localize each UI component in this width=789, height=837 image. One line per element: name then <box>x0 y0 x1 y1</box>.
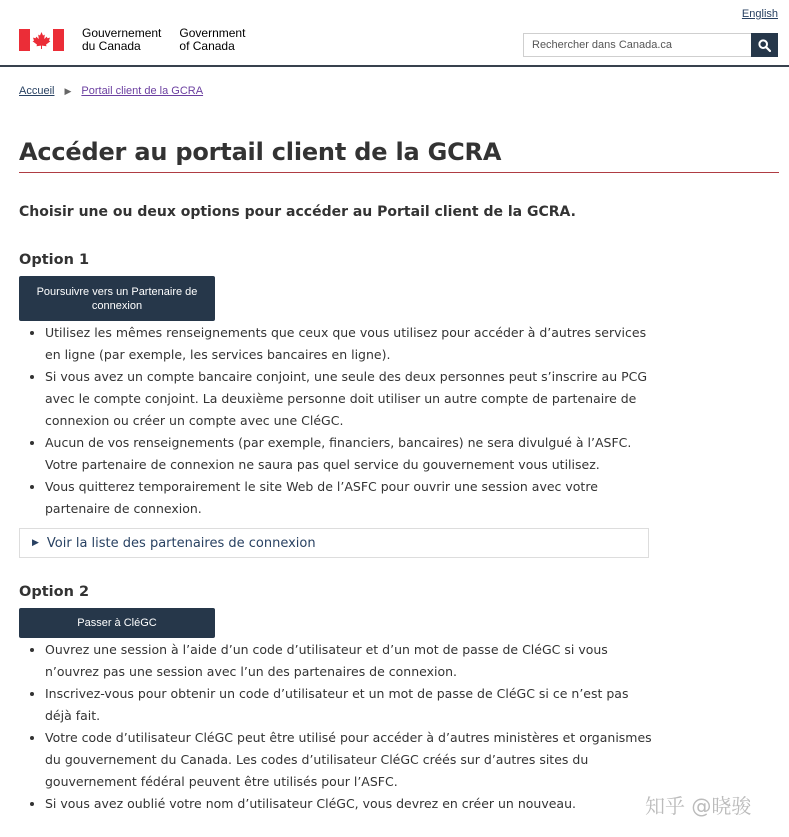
goc-signature[interactable] <box>19 27 263 53</box>
search-input[interactable] <box>523 33 751 57</box>
list-item: • Ouvrez une session à l’aide d’un code d’utilisateur et d’un mot de passe de CléGC si vous n’ouvrez pas une session avec l’un des partenaires de connexion. <box>45 639 655 683</box>
brand-fr-line2: du Canada <box>82 39 141 53</box>
details-summary-label: Voir la liste des partenaires de connexion <box>46 535 316 551</box>
expand-triangle-icon: ▶ <box>32 538 39 548</box>
list-item: • Aucun de vos renseignements (par exemple, financiers, bancaires) ne sera divulgué à l’ASFC. Votre partenaire de connexion ne saura pas quel service du gouvernement vous utilisez. <box>45 432 655 476</box>
brand-en-line1: Government <box>179 26 246 40</box>
breadcrumb-home-link[interactable]: Accueil <box>19 85 55 97</box>
list-item: • Utilisez les mêmes renseignements que ceux que vous utilisez pour accéder à d’autres services en ligne (par exemple, les services bancaires en ligne). <box>45 322 655 366</box>
breadcrumb-chevron-icon: ▶ <box>64 85 72 96</box>
brand-fr-line1: Gouvernement <box>82 26 162 40</box>
option2-heading: Option 2 <box>19 584 90 600</box>
header-divider <box>0 65 789 67</box>
search-button[interactable] <box>751 33 778 57</box>
breadcrumb-portal-link[interactable]: Portail client de la GCRA <box>81 85 204 97</box>
sign-in-partner-button[interactable]: Poursuivre vers un Partenaire de connexion <box>19 276 215 321</box>
search-icon <box>758 39 771 52</box>
option2-list <box>45 639 655 815</box>
brand-french <box>82 27 161 53</box>
list-item: • Si vous avez un compte bancaire conjoint, une seule des deux personnes peut s’inscrire au PCG avec le compte conjoint. La deuxième personne doit utiliser un autre compte de partenaire de connexion ou créer un compte avec une CléGC. <box>45 366 655 432</box>
list-item: • Vous quitterez temporairement le site Web de l’ASFC pour ouvrir une session avec votre partenaire de connexion. <box>45 476 655 520</box>
brand-english <box>179 27 245 53</box>
page-title: Accéder au portail client de la GCRA <box>19 138 502 166</box>
watermark: 知乎 @晓骏 <box>645 794 752 818</box>
option1-list <box>45 322 655 520</box>
gckey-button[interactable]: Passer à CléGC <box>19 608 215 638</box>
canada-flag-icon <box>19 29 64 51</box>
option1-heading: Option 1 <box>19 252 90 268</box>
page-intro: Choisir une ou deux options pour accéder au Portail client de la GCRA. <box>19 204 576 220</box>
sign-in-partners-details[interactable] <box>19 528 649 558</box>
list-item: • Votre code d’utilisateur CléGC peut être utilisé pour accéder à d’autres ministères et organismes du gouvernement du Canada. Les codes d’utilisateur CléGC créés sur d’autres sites du gouvernement fédéral peuvent être utilisés pour l’ASFC. <box>45 727 655 793</box>
list-item: • Inscrivez-vous pour obtenir un code d’utilisateur et un mot de passe de CléGC si ce n’est pas déjà fait. <box>45 683 655 727</box>
breadcrumb <box>19 85 203 97</box>
brand-en-line2: of Canada <box>179 39 235 53</box>
title-underline <box>19 172 779 173</box>
list-item: • Si vous avez oublié votre nom d’utilisateur CléGC, vous devrez en créer un nouveau. <box>45 793 655 815</box>
language-toggle-link[interactable]: English <box>741 8 778 20</box>
site-search <box>523 33 778 57</box>
